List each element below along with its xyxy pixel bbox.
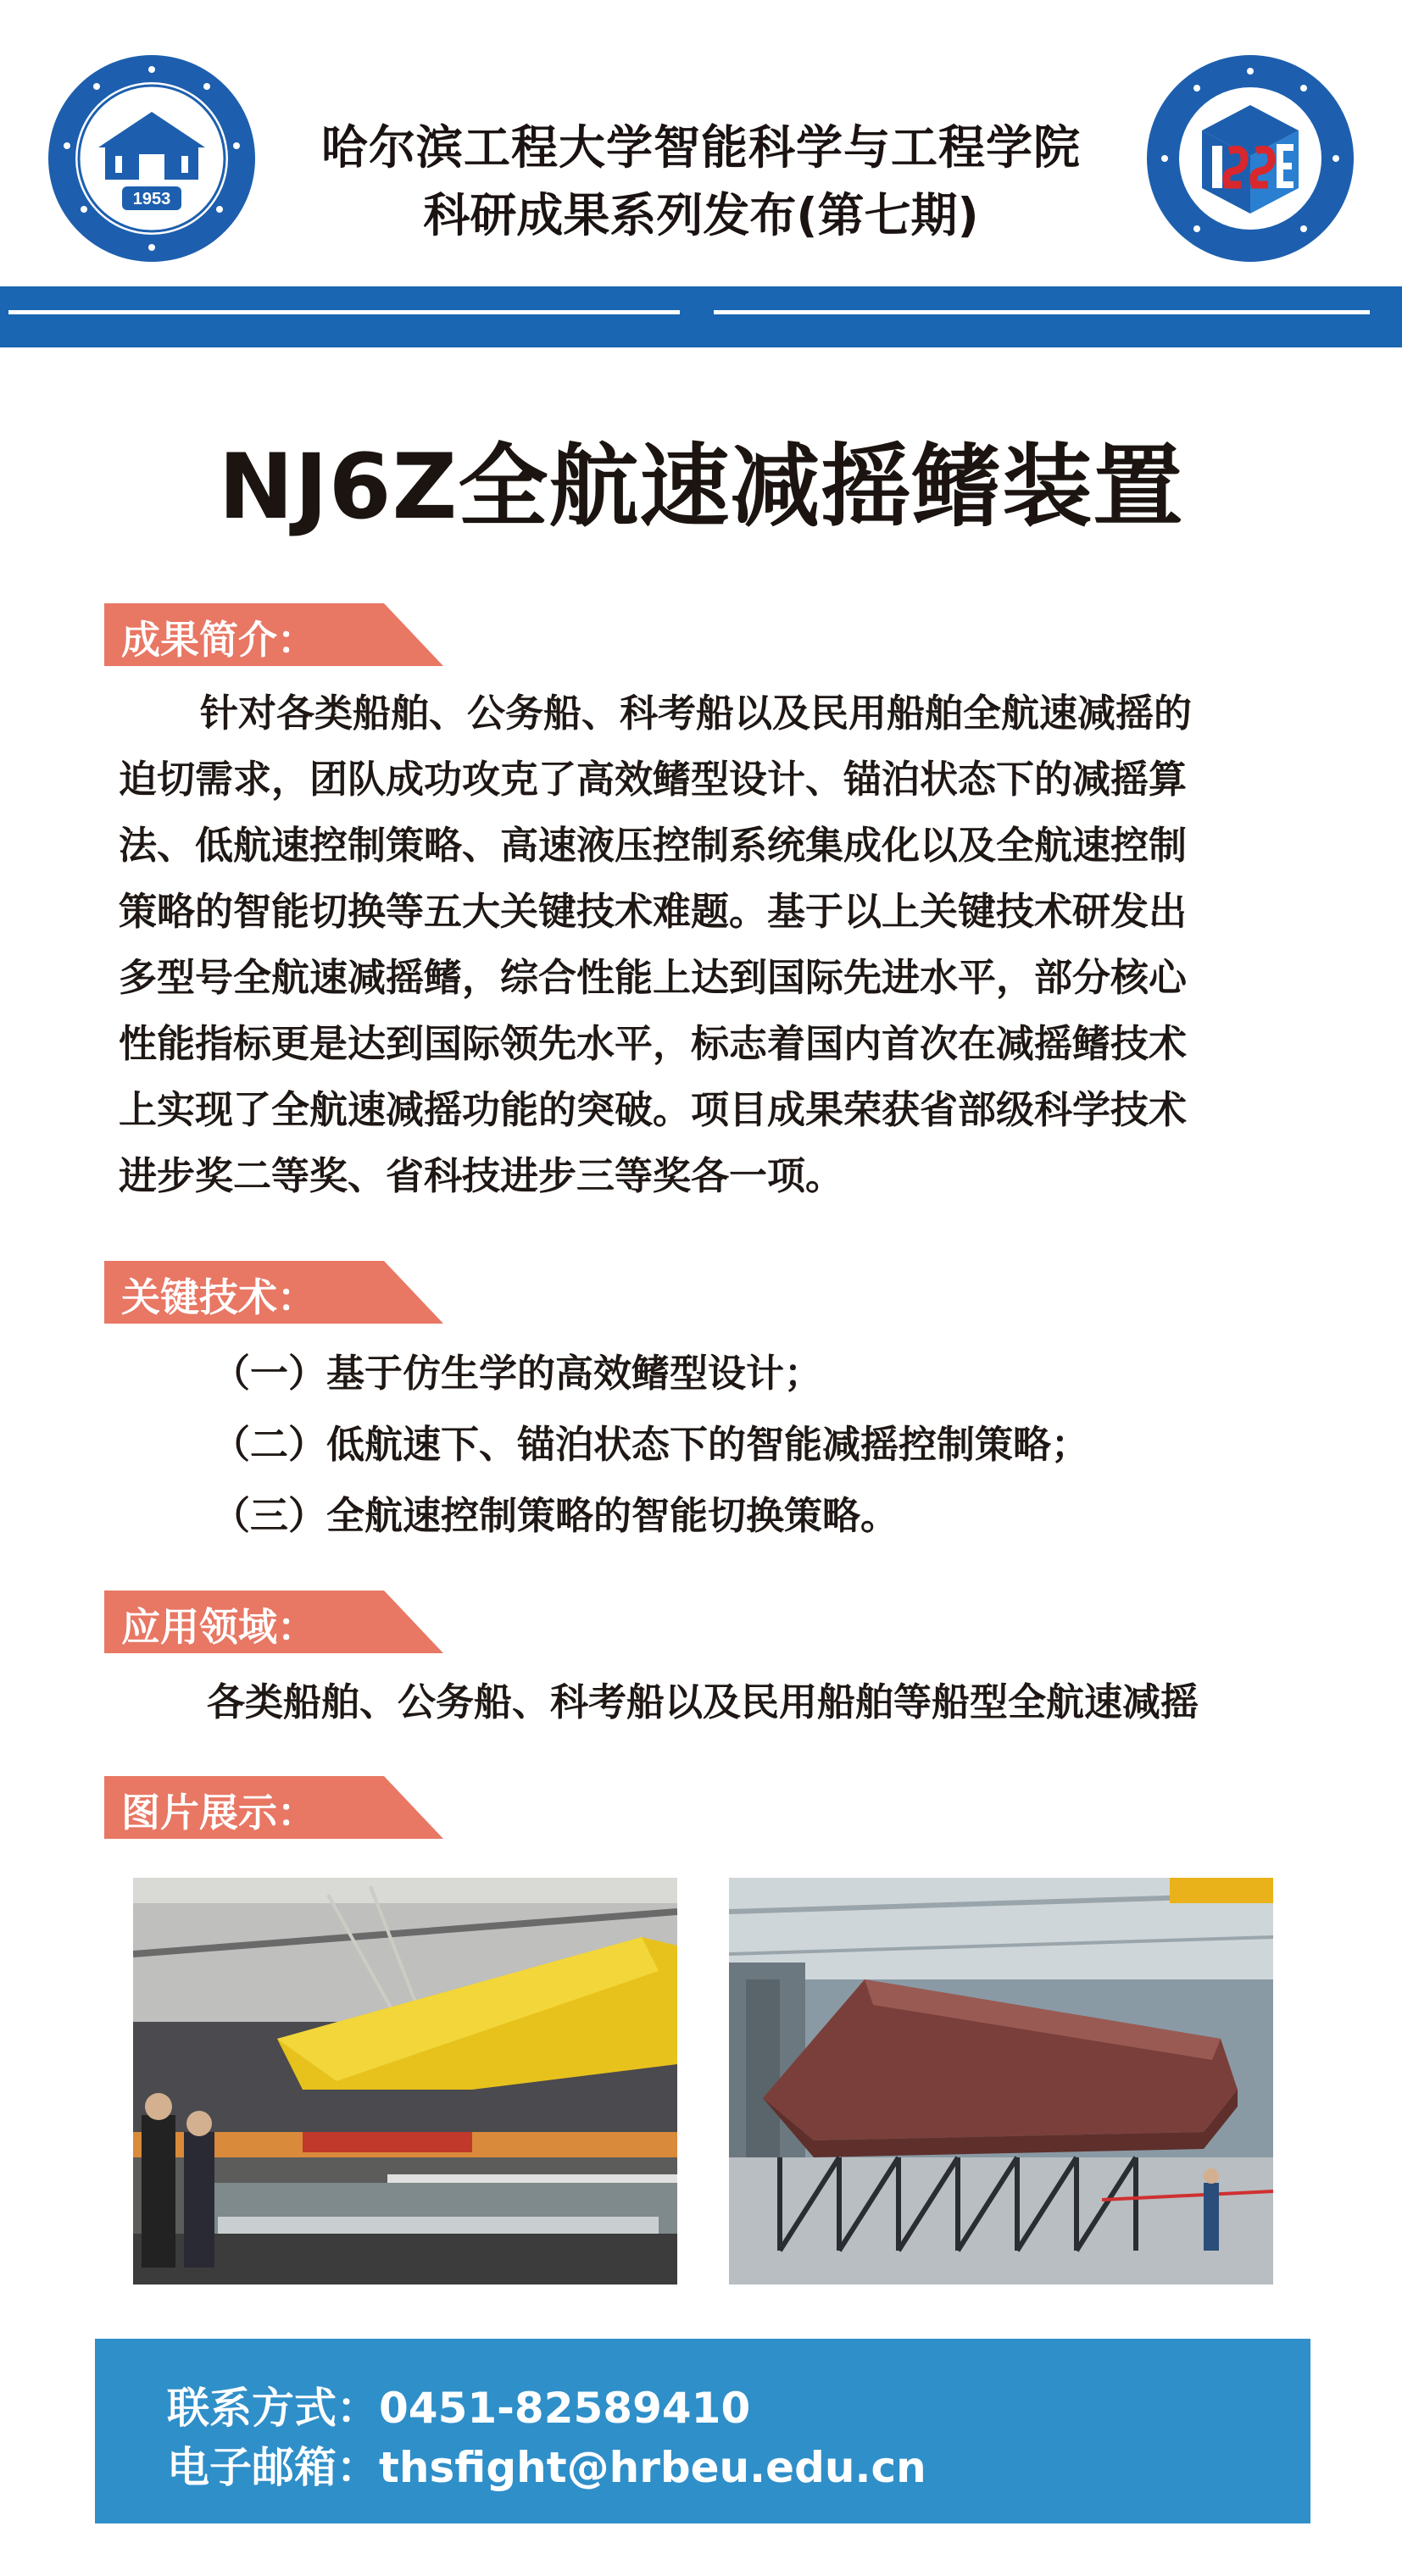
summary-line: 迫切需求，团队成功攻克了高效鳍型设计、锚泊状态下的减摇算 <box>119 757 1188 802</box>
tech-item: （二）低航速下、锚泊状态下的智能减摇控制策略； <box>212 1422 1090 1467</box>
section-label-summary: 成果简介： <box>121 617 316 663</box>
summary-line: 法、低航速控制策略、高速液压控制系统集成化以及全航速控制 <box>119 823 1188 868</box>
tech-item: （三）全航速控制策略的智能切换策略。 <box>212 1493 899 1538</box>
summary-line: 性能指标更是达到国际领先水平，标志着国内首次在减摇鳍技术 <box>119 1021 1188 1066</box>
summary-line: 针对各类船舶、公务船、科考船以及民用船舶全航速减摇的 <box>200 691 1193 736</box>
summary-line: 多型号全航速减摇鳍，综合性能上达到国际先进水平，部分核心 <box>119 955 1188 1000</box>
brown-fin-workshop-photo-icon <box>729 1878 1273 2285</box>
application-text: 各类船舶、公务船、科考船以及民用船舶等船型全航速减摇 <box>207 1679 1199 1724</box>
page-title: NJ6Z全航速减摇鳍装置 <box>218 435 1184 539</box>
contact-panel <box>95 2339 1310 2523</box>
section-label-tech: 关键技术： <box>121 1274 316 1320</box>
section-tag-application <box>104 1591 443 1653</box>
section-tag-summary <box>104 603 443 666</box>
summary-line: 策略的智能切换等五大关键技术难题。基于以上关键技术研发出 <box>119 889 1188 934</box>
yellow-fin-lifting-photo-icon <box>133 1878 677 2285</box>
tech-item: （一）基于仿生学的高效鳍型设计； <box>212 1351 823 1396</box>
section-label-application: 应用领域： <box>121 1604 316 1650</box>
header-title-line2: 科研成果系列发布(第七期) <box>423 188 979 242</box>
summary-line: 进步奖二等奖、省科技进步三等奖各一项。 <box>119 1153 844 1198</box>
contact-phone: 联系方式：0451-82589410 <box>167 2384 751 2433</box>
header-title-line1: 哈尔滨工程大学智能科学与工程学院 <box>320 120 1081 175</box>
header-band <box>0 286 1402 347</box>
section-label-gallery: 图片展示： <box>121 1790 316 1835</box>
band-divider-left <box>8 310 680 314</box>
university-seal-icon <box>46 53 258 264</box>
section-tag-tech <box>104 1261 443 1324</box>
summary-line: 上实现了全航速减摇功能的突破。项目成果荣获省部级科学技术 <box>119 1087 1188 1132</box>
contact-email[interactable]: 电子邮箱：thsfight@hrbeu.edu.cn <box>167 2443 926 2492</box>
summary-paragraph <box>119 680 1322 1209</box>
section-tag-gallery <box>104 1776 443 1839</box>
isse-college-logo-icon <box>1144 53 1356 264</box>
band-divider-right <box>714 310 1370 314</box>
svg-text:1953: 1953 <box>132 190 171 208</box>
